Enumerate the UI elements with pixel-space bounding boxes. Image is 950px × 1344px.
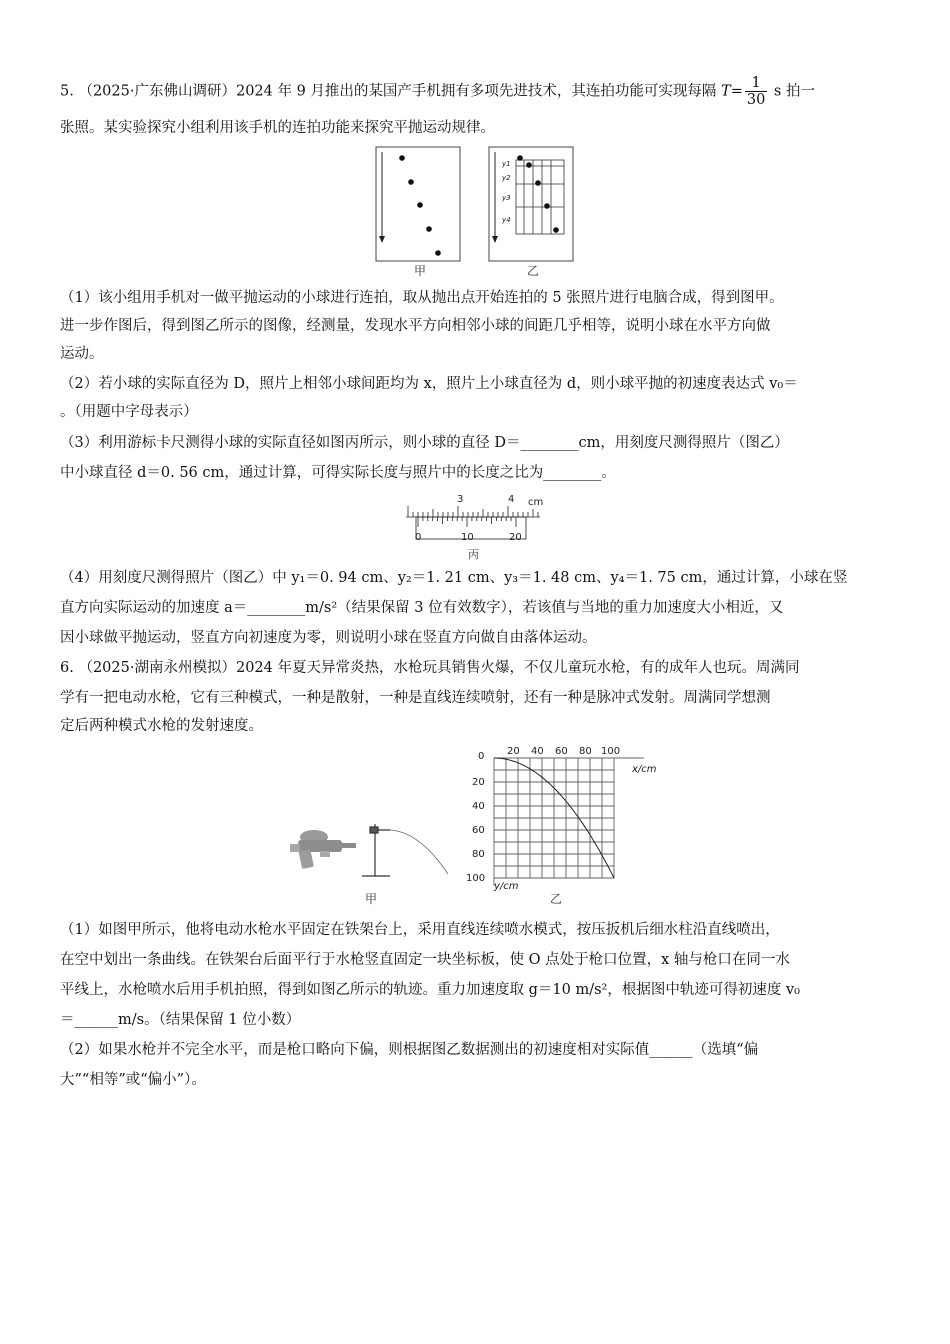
q6-intro-line-3: 定后两种模式水枪的发射速度。: [60, 718, 263, 734]
iron-stand-icon: [362, 824, 448, 876]
grid-y-label: y/cm: [494, 881, 519, 892]
grid-origin-label: 0: [478, 751, 485, 762]
q6-figure-jia-caption: 甲: [365, 892, 378, 906]
q6-source: （2025·湖南永州模拟）: [78, 660, 236, 676]
q6-part1-line-1: （1）如图甲所示，他将电动水枪水平固定在铁架台上，采用直线连续喷水模式，按压扳机后细水柱沿直线喷出，: [60, 922, 780, 938]
q5-part1-line-1: （1）该小组用手机对一做平抛运动的小球进行连拍，取从抛出点开始连拍的 5 张照片进行电脑合成，得到图甲。: [60, 290, 784, 306]
grid-x-tick-60: 60: [555, 746, 568, 757]
q6-intro-a: 2024 年夏天异常炎热，水枪玩具销售火爆，不仅儿童玩水枪，有的成年人也玩。周满同: [235, 660, 800, 676]
q6-part1-line-2: 在空中划出一条曲线。在铁架台后面平行于水枪竖直固定一块坐标板，使 O 点处于枪口位置，x 轴与枪口在同一水: [60, 952, 790, 968]
caliper-vernier-label-0: 0: [415, 532, 422, 543]
q5-T-fraction: [745, 75, 767, 108]
caliper-unit: cm: [528, 497, 544, 508]
q5-number: 5.: [60, 83, 74, 100]
q5-intro-a: 2024 年 9 月推出的某国产手机拥有多项先进技术，其连拍功能可实现每隔: [235, 83, 717, 100]
grid-y-tick-100: 100: [466, 873, 486, 884]
water-gun-icon: [290, 830, 356, 869]
q5-y4-label: y4: [502, 216, 511, 224]
grid-y-tick-20: 20: [472, 777, 485, 788]
q6-figure-jia: [290, 818, 460, 888]
grid-x-label: x/cm: [632, 764, 657, 775]
caliper-vernier-label-20: 20: [509, 532, 522, 543]
grid-y-tick-40: 40: [472, 801, 485, 812]
grid-x-tick-40: 40: [531, 746, 544, 757]
q6-intro-line-2: 学有一把电动水枪，它有三种模式，一种是散射，一种是直线连续喷射，还有一种是脉冲式发射。周满同学想测: [60, 690, 771, 706]
grid-y-tick-60: 60: [472, 825, 485, 836]
q5-part3-line-2: 中小球直径 d＝0. 56 cm，通过计算，可得实际长度与照片中的长度之比为________。: [60, 465, 616, 481]
q6-figure-yi: [460, 744, 670, 892]
caliper-main-label-4: 4: [508, 494, 515, 505]
q5-caliper-figure: [402, 490, 552, 562]
q5-T-var: T: [721, 83, 731, 100]
q5-part4-line-1: （4）用刻度尺测得照片（图乙）中 y₁＝0. 94 cm、y₂＝1. 21 cm、y₃＝1. 48 cm、y₄＝1. 75 cm，通过计算，小球在竖: [60, 570, 848, 586]
q5-intro-line-1: [60, 75, 815, 108]
q6-number: 6.: [60, 660, 74, 676]
q5-part2-line-1: （2）若小球的实际直径为 D，照片上相邻小球间距均为 x，照片上小球直径为 d，则小球平抛的初速度表达式 v₀＝: [60, 376, 798, 392]
grid-x-tick-20: 20: [507, 746, 520, 757]
q5-source: （2025·广东佛山调研）: [78, 83, 236, 100]
q5-figure-yi-caption: 乙: [527, 264, 540, 278]
q5-T-numerator: 1: [745, 75, 767, 92]
q6-intro-line-1: [60, 658, 799, 678]
q5-figure-jia-caption: 甲: [414, 264, 427, 278]
q5-part2-line-2: 。（用题中字母表示）: [60, 404, 198, 420]
q5-part4-line-2: 直方向实际运动的加速度 a＝________m/s²（结果保留 3 位有效数字），若该值与当地的重力加速度大小相近，又: [60, 600, 784, 616]
q5-y2-label: y2: [502, 174, 511, 182]
grid-x-tick-80: 80: [579, 746, 592, 757]
q5-figure-jia: [375, 146, 465, 264]
q6-part1-line-3: 平线上，水枪喷水后用手机拍照，得到如图乙所示的轨迹。重力加速度取 g＝10 m/s²，根据图中轨迹可得初速度 v₀: [60, 982, 800, 998]
q5-part3-line-1: （3）利用游标卡尺测得小球的实际直径如图丙所示，则小球的直径 D＝________cm，用刻度尺测得照片（图乙）: [60, 435, 789, 451]
q5-part1-line-3: 运动。: [60, 346, 104, 362]
q5-T-denominator: 30: [746, 92, 766, 108]
grid-x-tick-100: 100: [601, 746, 621, 757]
q5-y1-label: y1: [502, 160, 511, 168]
grid-y-tick-80: 80: [472, 849, 485, 860]
q6-part2-line-2: 大”“相等”或“偏小”）。: [60, 1072, 206, 1088]
caliper-caption: 丙: [468, 548, 479, 561]
q6-part2-line-1: （2）如果水枪并不完全水平，而是枪口略向下偏，则根据图乙数据测出的初速度相对实际值______（选填“偏: [60, 1042, 759, 1058]
q5-part1-line-2: 进一步作图后，得到图乙所示的图像，经测量，发现水平方向相邻小球的间距几乎相等，说明小球在水平方向做: [60, 318, 771, 334]
caliper-main-label-3: 3: [457, 494, 464, 505]
q5-figure-yi: [488, 146, 578, 264]
q6-figure-yi-caption: 乙: [550, 892, 563, 906]
q6-part1-line-4: ＝______m/s。（结果保留 1 位小数）: [60, 1012, 301, 1028]
q5-y3-label: y3: [502, 194, 511, 202]
q5-intro-b: s 拍一: [769, 83, 815, 100]
caliper-vernier-label-10: 10: [461, 532, 474, 543]
q5-part4-line-3: 因小球做平抛运动，竖直方向初速度为零，则说明小球在竖直方向做自由落体运动。: [60, 630, 597, 646]
q5-intro-line-2: 张照。某实验探究小组利用该手机的连拍功能来探究平抛运动规律。: [60, 120, 495, 136]
q5-eq: =: [730, 83, 743, 100]
